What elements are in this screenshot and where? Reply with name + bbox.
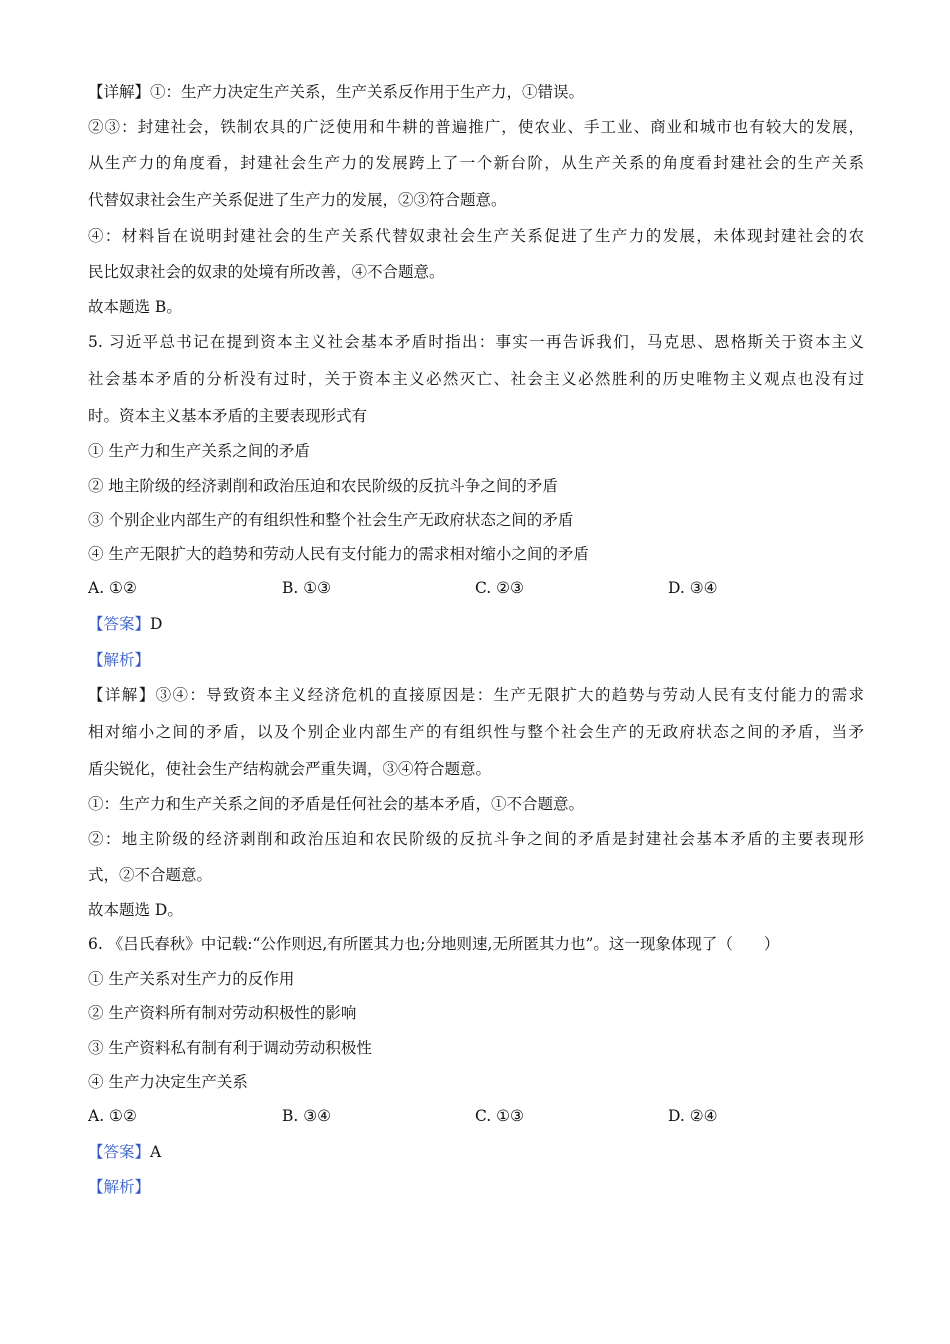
q4-detail-line-1: 【详解】①：生产力决定生产关系，生产关系反作用于生产力，①错误。 <box>88 83 585 101</box>
q6-analysis <box>88 1177 150 1197</box>
q5-answer-tag: 【答案】 <box>88 615 151 633</box>
q6-answer <box>88 1142 161 1162</box>
q5-detail-line-4: ①：生产力和生产关系之间的矛盾是任何社会的基本矛盾，①不合题意。 <box>88 795 585 813</box>
q4-detail-tag: 【详解】 <box>88 83 151 101</box>
q4-detail-line-2: ②③：封建社会，铁制农具的广泛使用和牛耕的普遍推广，使农业、手工业、商业和城市也有较大的发展， <box>88 118 864 136</box>
q5-stem-line-3: 时。资本主义基本矛盾的主要表现形式有 <box>88 407 368 425</box>
q5-conclusion: 故本题选 D。 <box>88 901 183 919</box>
q5-detail-line-5: ②：地主阶级的经济剥削和政治压迫和农民阶级的反抗斗争之间的矛盾是封建社会基本矛盾的主要表现形 <box>88 830 864 848</box>
q6-analysis-tag: 【解析】 <box>88 1178 151 1196</box>
q5-analysis-tag: 【解析】 <box>88 651 151 669</box>
q4-conclusion: 故本题选 B。 <box>88 298 182 316</box>
q5-option-a: A. ①② <box>88 579 137 597</box>
q6-stem: 6. 《吕氏春秋》中记载:“公作则迟,有所匿其力也;分地则速,无所匿其力也”。这一现象体现了（ ） <box>88 935 780 953</box>
q5-detail-line-1: 【详解】③④：导致资本主义经济危机的直接原因是：生产无限扩大的趋势与劳动人民有支付能力的需求 <box>88 686 864 704</box>
q5-option-d: D. ③④ <box>668 579 718 597</box>
q6-option-b: B. ③④ <box>282 1107 332 1125</box>
q5-option-b: B. ①③ <box>282 579 332 597</box>
q6-answer-value: A <box>150 1143 162 1161</box>
q5-answer <box>88 614 162 634</box>
q6-item-3: ③ 生产资料私有制有利于调动劳动积极性 <box>88 1039 372 1057</box>
q6-option-d: D. ②④ <box>668 1107 718 1125</box>
q6-item-1: ① 生产关系对生产力的反作用 <box>88 970 295 988</box>
q6-item-4: ④ 生产力决定生产关系 <box>88 1073 248 1091</box>
q6-option-a: A. ①② <box>88 1107 137 1125</box>
q4-detail-line-4: 代替奴隶社会生产关系促进了生产力的发展，②③符合题意。 <box>88 191 507 209</box>
q5-analysis <box>88 650 150 670</box>
q5-option-c: C. ②③ <box>475 579 524 597</box>
q4-detail-line-5: ④：材料旨在说明封建社会的生产关系代替奴隶社会生产关系促进了生产力的发展，未体现封建社会的农 <box>88 227 864 245</box>
q5-item-3: ③ 个别企业内部生产的有组织性和整个社会生产无政府状态之间的矛盾 <box>88 511 574 529</box>
q6-item-2: ② 生产资料所有制对劳动积极性的影响 <box>88 1004 357 1022</box>
q5-item-4: ④ 生产无限扩大的趋势和劳动人民有支付能力的需求相对缩小之间的矛盾 <box>88 545 589 563</box>
q4-detail-line-3: 从生产力的角度看，封建社会生产力的发展跨上了一个新台阶，从生产关系的角度看封建社会的生产关系 <box>88 154 864 172</box>
q5-stem-line-1: 5. 习近平总书记在提到资本主义社会基本矛盾时指出：事实一再告诉我们，马克思、恩格斯关于资本主义 <box>88 333 864 351</box>
q5-answer-value: D <box>150 615 163 633</box>
q4-detail-line-6: 民比奴隶社会的奴隶的处境有所改善，④不合题意。 <box>88 263 445 281</box>
q6-answer-tag: 【答案】 <box>88 1143 151 1161</box>
q5-detail-line-6: 式，②不合题意。 <box>88 866 213 884</box>
q5-stem-line-2: 社会基本矛盾的分析没有过时，关于资本主义必然灭亡、社会主义必然胜利的历史唯物主义观点也没有过 <box>88 370 864 388</box>
q5-item-2: ② 地主阶级的经济剥削和政治压迫和农民阶级的反抗斗争之间的矛盾 <box>88 477 558 495</box>
q5-detail-line-3: 盾尖锐化，使社会生产结构就会严重失调，③④符合题意。 <box>88 760 492 778</box>
q5-item-1: ① 生产力和生产关系之间的矛盾 <box>88 442 310 460</box>
q5-detail-tag: 【详解】 <box>88 686 156 704</box>
q5-detail-line-2: 相对缩小之间的矛盾，以及个别企业内部生产的有组织性与整个社会生产的无政府状态之间的矛盾，当矛 <box>88 723 864 741</box>
q6-option-c: C. ①③ <box>475 1107 524 1125</box>
